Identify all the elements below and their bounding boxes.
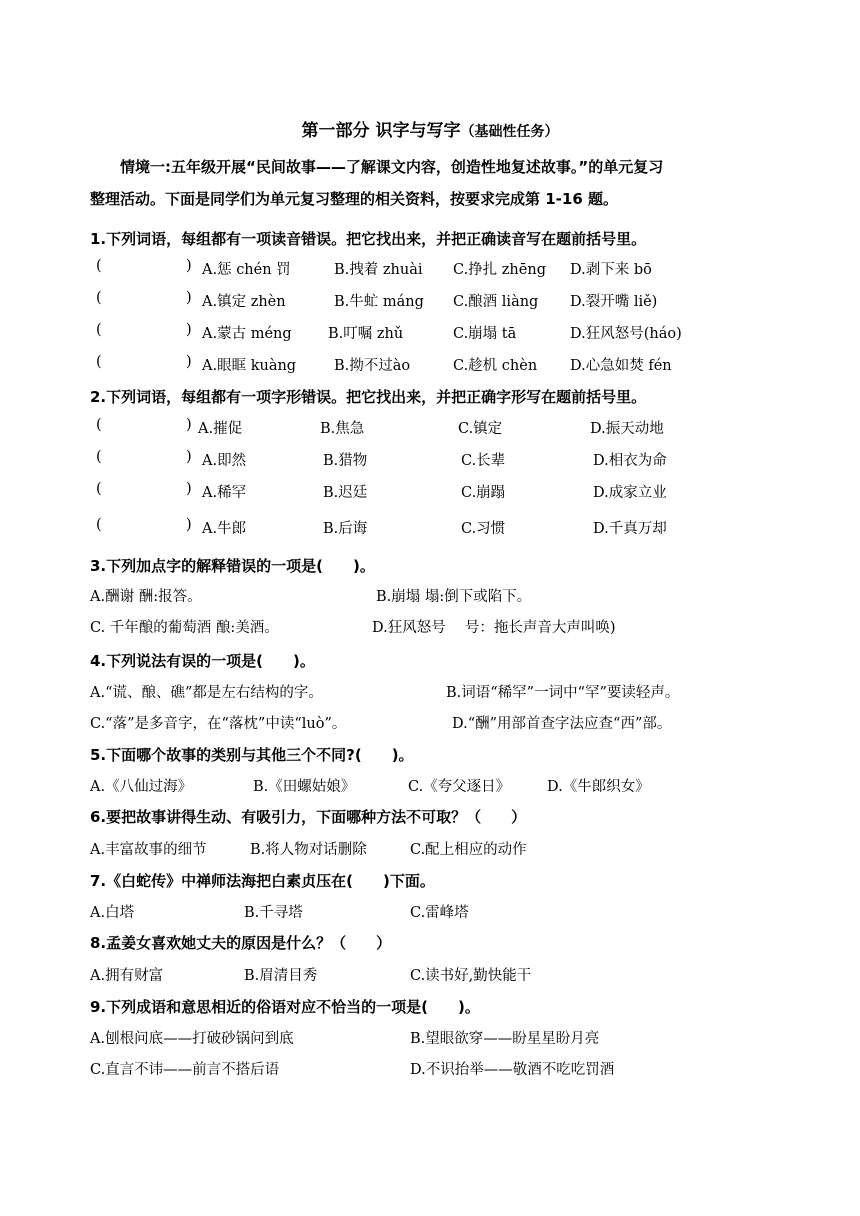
section-title (0, 116, 860, 141)
option-d: D.狂风怒号(háo) (570, 326, 682, 342)
option-b: B.叮嘱 zhǔ (328, 326, 404, 342)
answer-paren-close: ) (186, 517, 192, 533)
option-a: A.摧促 (198, 421, 243, 437)
option-a: A.稀罕 (202, 485, 247, 501)
question-5-option-b: B.《田螺姑娘》 (253, 779, 356, 795)
question-9-option-c: C.直言不讳——前言不搭后语 (90, 1062, 280, 1078)
intro-line-1: 情境一:五年级开展“民间故事——了解课文内容，创造性地复述故事。”的单元复习 (120, 158, 664, 176)
option-d: D.剥下来 bō (570, 262, 652, 278)
answer-paren-open: ( (96, 417, 102, 433)
question-3-stem: 3.下列加点字的解释错误的一项是( )。 (90, 557, 375, 575)
section-title-main: 第一部分 识字与写字 (301, 121, 461, 141)
option-d: D.成家立业 (593, 485, 667, 501)
question-4-stem: 4.下列说法有误的一项是( )。 (90, 652, 315, 670)
option-c: C.崩塌 tā (453, 326, 517, 342)
question-4-option-b: B.词语“稀罕”一词中“罕”要读轻声。 (446, 685, 680, 701)
question-9-option-b: B.望眼欲穿——盼星星盼月亮 (410, 1031, 600, 1047)
question-9-option-a: A.刨根问底——打破砂锅问到底 (90, 1031, 294, 1047)
question-1-row-3 (0, 322, 860, 344)
question-4-option-d: D.“酬”用部首查字法应查“西”部。 (452, 716, 672, 732)
answer-paren-open: ( (96, 517, 102, 533)
option-d: D.振天动地 (590, 421, 664, 437)
option-b: B.拗不过ào (334, 358, 411, 374)
answer-paren-open: ( (96, 258, 102, 274)
option-a: A.蒙古 méng (202, 326, 292, 342)
option-d: D.心急如焚 fén (570, 358, 672, 374)
question-3-option-b: B.崩塌 塌:倒下或陷下。 (376, 589, 532, 605)
option-c: C.长辈 (461, 453, 506, 469)
answer-paren-open: ( (96, 322, 102, 338)
answer-paren-open: ( (96, 449, 102, 465)
option-d: D.裂开嘴 liě) (570, 294, 658, 310)
option-b: B.焦急 (320, 421, 365, 437)
option-b: B.后诲 (323, 521, 368, 537)
option-a: A.牛郎 (202, 521, 247, 537)
question-1-row-1 (0, 258, 860, 280)
question-8-stem: 8.孟姜女喜欢她丈夫的原因是什么？（ ） (90, 934, 392, 952)
question-6-option-c: C.配上相应的动作 (410, 842, 527, 858)
question-2-row-3 (0, 481, 860, 503)
question-6-option-b: B.将人物对话删除 (250, 842, 367, 858)
question-4-option-c: C.“落”是多音字，在“落枕”中读“luò”。 (90, 716, 347, 732)
option-b: B.牛虻 máng (334, 294, 424, 310)
question-8-option-b: B.眉清目秀 (244, 968, 318, 984)
question-1-row-4 (0, 354, 860, 376)
question-3-option-c: C. 千年酿的葡萄酒 酿:美酒。 (90, 620, 279, 636)
question-8-option-c: C.读书好,勤快能干 (410, 968, 532, 984)
intro-line-2: 整理活动。下面是同学们为单元复习整理的相关资料，按要求完成第 1-16 题。 (90, 190, 618, 208)
question-5-option-c: C.《夸父逐日》 (408, 779, 511, 795)
question-6-option-a: A.丰富故事的细节 (90, 842, 207, 858)
option-a: A.即然 (202, 453, 247, 469)
question-7-option-a: A.白塔 (90, 905, 135, 921)
option-d: D.相衣为命 (593, 453, 667, 469)
question-5-option-d: D.《牛郎织女》 (547, 779, 650, 795)
option-c: C.习惯 (461, 521, 506, 537)
answer-paren-close: ) (186, 449, 192, 465)
option-b: B.迟廷 (323, 485, 368, 501)
answer-paren-close: ) (186, 322, 192, 338)
question-2-stem: 2.下列词语，每组都有一项字形错误。把它找出来，并把正确字形写在题前括号里。 (90, 388, 647, 406)
answer-paren-close: ) (186, 354, 192, 370)
option-b: B.拽着 zhuài (334, 262, 423, 278)
option-a: A.镇定 zhèn (202, 294, 286, 310)
answer-paren-open: ( (96, 481, 102, 497)
answer-paren-open: ( (96, 354, 102, 370)
question-9-option-d: D.不识抬举——敬酒不吃吃罚酒 (410, 1062, 615, 1078)
option-c: C.挣扎 zhēng (453, 262, 546, 278)
option-c: C.酿酒 liàng (453, 294, 539, 310)
question-8-option-a: A.拥有财富 (90, 968, 164, 984)
question-5-stem: 5.下面哪个故事的类别与其他三个不同?( )。 (90, 746, 414, 764)
option-c: C.崩蹋 (461, 485, 506, 501)
answer-paren-close: ) (186, 290, 192, 306)
option-a: A.眼眶 kuàng (202, 358, 297, 374)
option-d: D.千真万却 (593, 521, 667, 537)
question-2-row-2 (0, 449, 860, 471)
question-3-option-a: A.酬谢 酬:报答。 (90, 589, 202, 605)
answer-paren-close: ) (186, 481, 192, 497)
question-6-stem: 6.要把故事讲得生动、有吸引力，下面哪种方法不可取？（ ） (90, 808, 527, 826)
question-7-stem: 7.《白蛇传》中禅师法海把白素贞压在( )下面。 (90, 872, 435, 890)
question-1-row-2 (0, 290, 860, 312)
section-title-sub: （基础性任务） (460, 124, 559, 140)
question-3-option-d: D.狂风怒号 号：拖长声音大声叫唤) (372, 620, 616, 636)
option-b: B.猎物 (323, 453, 368, 469)
question-7-option-c: C.雷峰塔 (410, 905, 469, 921)
question-2-row-4 (0, 517, 860, 539)
answer-paren-close: ) (186, 417, 192, 433)
question-9-stem: 9.下列成语和意思相近的俗语对应不恰当的一项是( )。 (90, 998, 480, 1016)
question-7-option-b: B.千寻塔 (244, 905, 303, 921)
question-5-option-a: A.《八仙过海》 (90, 779, 193, 795)
question-4-option-a: A.“谎、酿、礁”都是左右结构的字。 (90, 685, 323, 701)
option-c: C.趁机 chèn (453, 358, 538, 374)
answer-paren-close: ) (186, 258, 192, 274)
option-a: A.惩 chén 罚 (202, 262, 291, 278)
answer-paren-open: ( (96, 290, 102, 306)
question-2-row-1 (0, 417, 860, 439)
option-c: C.镇定 (458, 421, 503, 437)
question-1-stem: 1.下列词语，每组都有一项读音错误。把它找出来，并把正确读音写在题前括号里。 (90, 230, 647, 248)
